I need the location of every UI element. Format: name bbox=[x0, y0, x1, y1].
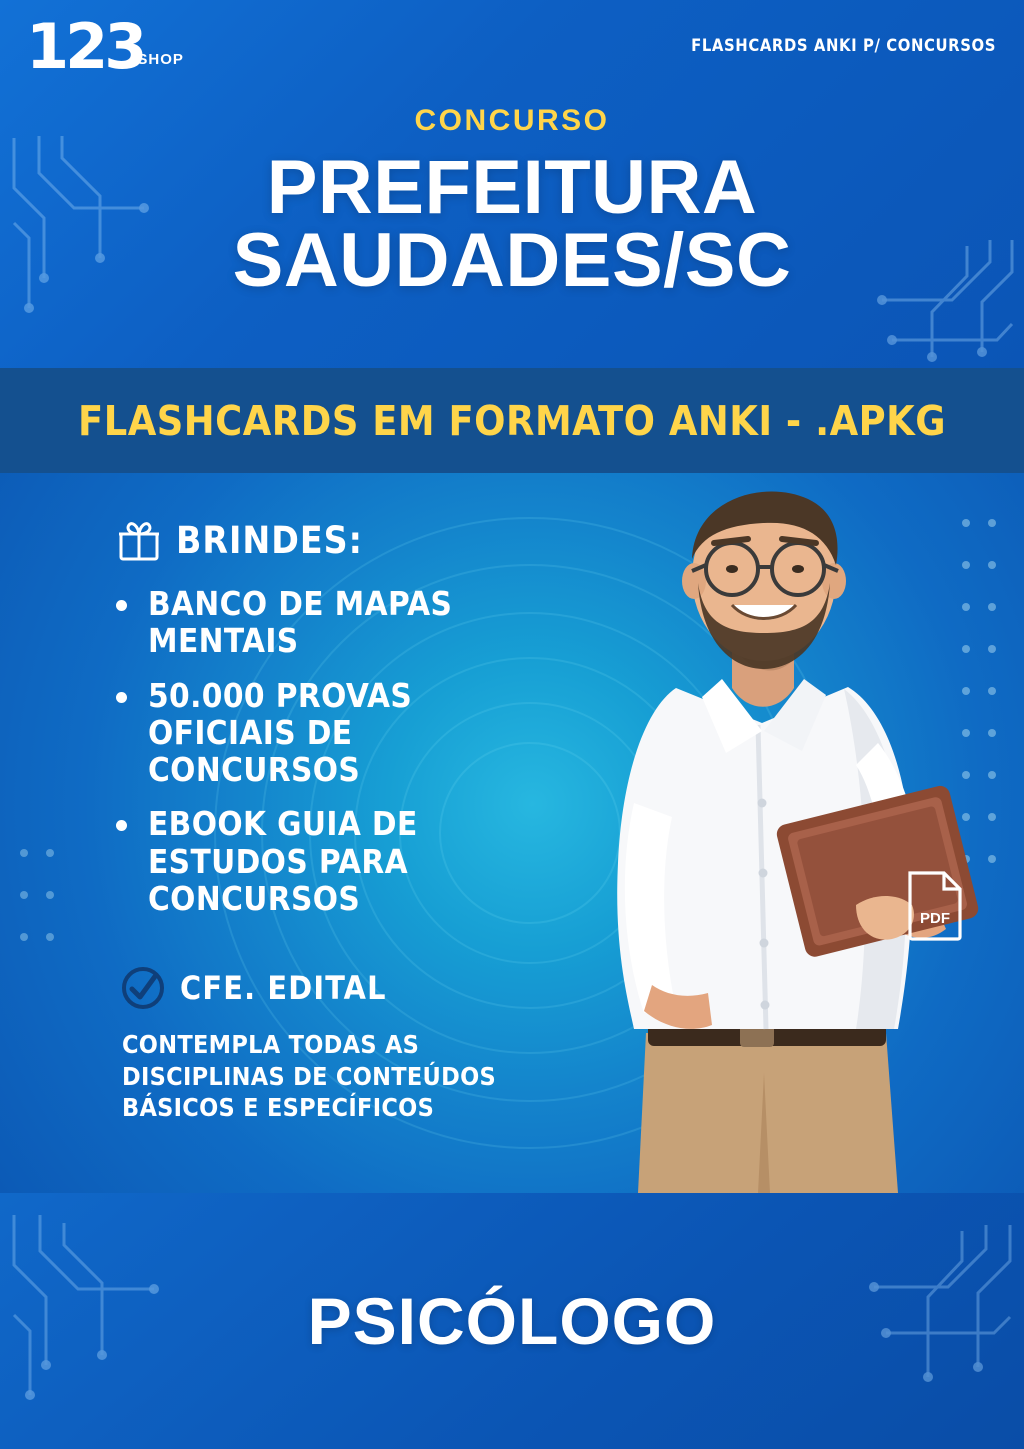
logo-suffix: SHOP bbox=[137, 50, 184, 68]
title-line-1: PREFEITURA bbox=[266, 145, 758, 230]
format-band bbox=[0, 368, 1024, 473]
edital-heading bbox=[120, 965, 387, 1011]
role-title: PSICÓLOGO bbox=[307, 1284, 717, 1358]
gifts-heading bbox=[116, 517, 363, 563]
poster-body bbox=[0, 473, 1024, 1193]
logo-number: 123 bbox=[26, 10, 144, 83]
pdf-badge-label: PDF bbox=[920, 910, 950, 927]
poster-kicker: CONCURSO bbox=[414, 104, 610, 137]
edital-label: CFE. EDITAL bbox=[180, 969, 387, 1007]
circuit-decoration-top-right bbox=[872, 232, 1022, 367]
format-band-text: FLASHCARDS EM FORMATO ANKI - .APKG bbox=[77, 396, 947, 445]
poster-footer bbox=[0, 1193, 1024, 1449]
title-line-2: SAUDADES/SC bbox=[232, 217, 792, 303]
circuit-decoration-top-left bbox=[4, 128, 174, 343]
pdf-badge bbox=[904, 869, 966, 943]
list-item: 50.000 PROVAS OFICIAIS DE CONCURSOS bbox=[108, 677, 538, 789]
poster-header bbox=[0, 0, 1024, 368]
header-tagline: FLASHCARDS ANKI P/ CONCURSOS bbox=[691, 36, 996, 55]
dot-grid-left bbox=[16, 843, 62, 963]
list-item: EBOOK GUIA DE ESTUDOS PARA CONCURSOS bbox=[108, 805, 538, 917]
check-circle-icon bbox=[120, 965, 166, 1011]
brand-logo bbox=[26, 10, 184, 83]
gifts-label: BRINDES: bbox=[176, 518, 363, 562]
edital-description: CONTEMPLA TODAS AS DISCIPLINAS DE CONTEÚDOS BÁSICOS E ESPECÍFICOS bbox=[122, 1030, 497, 1122]
list-item: BANCO DE MAPAS MENTAIS bbox=[108, 585, 538, 660]
circuit-decoration-bottom-left bbox=[4, 1205, 174, 1405]
gifts-list bbox=[108, 585, 538, 934]
person-photo bbox=[526, 473, 996, 1193]
circuit-decoration-bottom-right bbox=[862, 1217, 1022, 1402]
gift-icon bbox=[116, 517, 162, 563]
